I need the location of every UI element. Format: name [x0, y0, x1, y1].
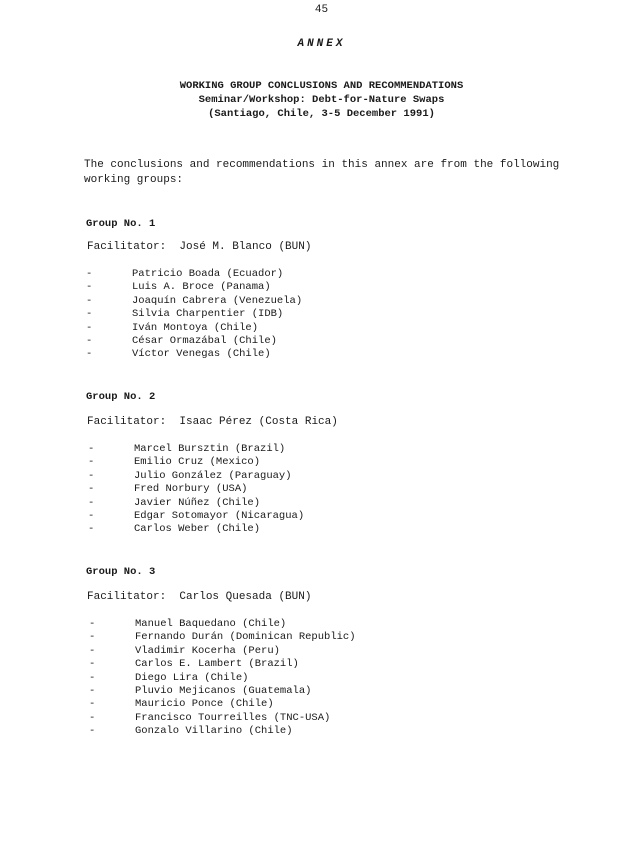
- facilitator-line: [87, 591, 311, 603]
- list-item: - Francisco Tourreilles (TNC-USA): [89, 711, 331, 724]
- list-item: - Edgar Sotomayor (Nicaragua): [88, 509, 305, 522]
- list-item: - Patricio Boada (Ecuador): [86, 268, 284, 280]
- facilitator-name: José M. Blanco (BUN): [179, 241, 312, 253]
- facilitator-name: Carlos Quesada (BUN): [179, 591, 312, 603]
- list-item: - Carlos Weber (Chile): [88, 523, 261, 536]
- list-item: - Iván Montoya (Chile): [86, 321, 259, 334]
- facilitator-label: Facilitator:: [87, 416, 167, 428]
- member-name: Joaquín Cabrera (Venezuela): [132, 294, 303, 307]
- member-name: Julio González (Paraguay): [134, 469, 292, 482]
- list-item: - Emilio Cruz (Mexico): [88, 456, 261, 469]
- member-name: Francisco Tourreilles (TNC-USA): [135, 711, 331, 724]
- list-item: - Vladimir Kocerha (Peru): [89, 644, 280, 657]
- document-title: WORKING GROUP CONCLUSIONS AND RECOMMENDATIONS: [179, 80, 464, 92]
- member-name: Mauricio Ponce (Chile): [135, 698, 274, 711]
- list-item: - Marcel Bursztin (Brazil): [88, 443, 286, 455]
- list-item: - Víctor Venegas (Chile): [86, 348, 271, 361]
- facilitator-line: [87, 416, 338, 428]
- group-heading: Group No. 1: [86, 218, 156, 230]
- group-heading: Group No. 2: [86, 391, 156, 403]
- list-item: - Fred Norbury (USA): [88, 483, 248, 496]
- list-item: - Luis A. Broce (Panama): [86, 281, 271, 294]
- list-item: - Manuel Baquedano (Chile): [89, 618, 287, 630]
- member-name: Emilio Cruz (Mexico): [134, 456, 261, 469]
- member-name: Manuel Baquedano (Chile): [135, 618, 287, 630]
- intro-paragraph: The conclusions and recommendations in this annex are from the following working groups:: [84, 159, 560, 186]
- list-item: - Diego Lira (Chile): [89, 671, 249, 684]
- facilitator-label: Facilitator:: [87, 591, 167, 603]
- group-heading: Group No. 3: [86, 566, 156, 578]
- member-list: [86, 268, 302, 362]
- member-name: Gonzalo Villarino (Chile): [135, 725, 293, 738]
- facilitator-name: Isaac Pérez (Costa Rica): [179, 416, 338, 428]
- member-name: Víctor Venegas (Chile): [132, 348, 271, 361]
- member-name: Fred Norbury (USA): [134, 483, 248, 496]
- list-item: - Gonzalo Villarino (Chile): [89, 725, 293, 738]
- list-item: - Joaquín Cabrera (Venezuela): [86, 294, 303, 307]
- member-name: Marcel Bursztin (Brazil): [134, 443, 286, 455]
- member-name: Edgar Sotomayor (Nicaragua): [134, 509, 305, 522]
- member-name: Pluvio Mejicanos (Guatemala): [135, 684, 312, 697]
- member-name: César Ormazábal (Chile): [132, 334, 277, 347]
- list-item: - Fernando Durán (Dominican Republic): [89, 631, 356, 644]
- list-item: - Julio González (Paraguay): [88, 469, 292, 482]
- member-list: [88, 443, 304, 537]
- facilitator-line: [87, 241, 311, 253]
- member-name: Silvia Charpentier (IDB): [132, 308, 284, 321]
- facilitator-label: Facilitator:: [87, 241, 167, 253]
- member-name: Vladimir Kocerha (Peru): [135, 644, 280, 657]
- member-name: Iván Montoya (Chile): [132, 321, 259, 334]
- member-name: Patricio Boada (Ecuador): [132, 268, 284, 280]
- list-item: - César Ormazábal (Chile): [86, 334, 277, 347]
- list-item: - Carlos E. Lambert (Brazil): [89, 658, 299, 671]
- list-item: - Silvia Charpentier (IDB): [86, 308, 284, 321]
- member-list: [89, 618, 356, 739]
- member-name: Javier Núñez (Chile): [134, 496, 261, 509]
- document-dateline: (Santiago, Chile, 3-5 December 1991): [208, 108, 435, 120]
- member-name: Carlos Weber (Chile): [134, 523, 261, 536]
- document-subtitle: Seminar/Workshop: Debt-for-Nature Swaps: [198, 94, 445, 106]
- member-name: Diego Lira (Chile): [135, 671, 249, 684]
- annex-heading: ANNEX: [297, 38, 346, 50]
- list-item: - Javier Núñez (Chile): [88, 496, 261, 509]
- list-item: - Pluvio Mejicanos (Guatemala): [89, 684, 312, 697]
- page-number: 45: [314, 4, 329, 16]
- member-name: Fernando Durán (Dominican Republic): [135, 631, 356, 644]
- member-name: Luis A. Broce (Panama): [132, 281, 271, 294]
- list-item: - Mauricio Ponce (Chile): [89, 698, 274, 711]
- member-name: Carlos E. Lambert (Brazil): [135, 658, 299, 671]
